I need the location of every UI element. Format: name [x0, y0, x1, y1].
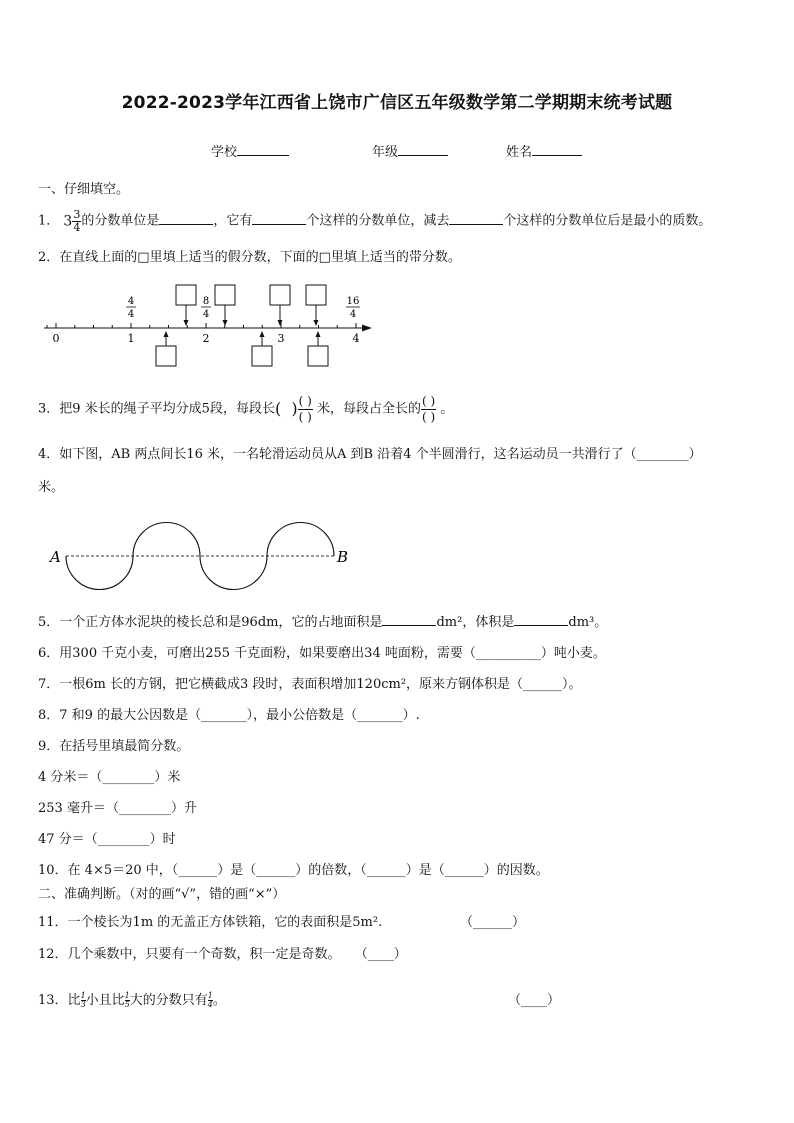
q4-text-line-1: 如下图，AB 两点间长16 米，一名轮滑运动员从A 到B 沿着4 个半圆滑行，这名运动员一共滑行了（________）: [59, 447, 702, 462]
top-fraction-1-numerator: 4: [127, 296, 135, 307]
q5-number: 5．: [38, 615, 60, 630]
tick-label-1: 1: [127, 332, 135, 345]
q11-answer[interactable]: （______）: [460, 915, 526, 930]
q1-numerator: 3: [73, 207, 81, 221]
q3-fraction-2-numerator: ( ): [421, 393, 436, 408]
top-answer-box-2[interactable]: [215, 285, 235, 305]
q12-number: 12．: [38, 947, 68, 962]
q7-number: 7．: [38, 677, 60, 692]
q10-text: 在 4×5＝20 中，（______）是（______）的倍数，（______）是（______）的因数。: [67, 863, 549, 878]
top-fraction-3-numerator: 16: [346, 296, 360, 307]
question-7: [38, 676, 582, 694]
name-blank[interactable]: [532, 143, 582, 156]
number-line-ticks: [47, 323, 356, 328]
top-fraction-3-denominator: 4: [349, 309, 357, 320]
q1-number: 1．: [38, 213, 60, 229]
number-line-diagram: [38, 280, 378, 370]
tick-label-3: 3: [277, 332, 285, 345]
top-answer-box-3[interactable]: [270, 285, 290, 305]
q3-number: 3．: [38, 401, 60, 417]
q3-text-1: 把9 米长的绳子平均分成5段，每段长: [59, 401, 275, 417]
q3-text-3: 。: [440, 401, 454, 417]
semicircle-2: [133, 523, 200, 557]
q1-text-1: 的分数单位是: [81, 213, 160, 229]
q13-answer[interactable]: （____）: [508, 993, 561, 1008]
q3-fraction-1-denominator: ( ): [298, 409, 312, 424]
q13-text-3: 大的分数只有: [129, 993, 208, 1008]
q13-fraction-2-denominator: 5: [124, 1000, 130, 1009]
q5-text-3: 。: [594, 615, 608, 630]
q3-whole-paren[interactable]: ( ): [274, 399, 298, 418]
question-11: [38, 914, 382, 932]
grade-label: 年级: [372, 145, 399, 160]
bottom-answer-box-3[interactable]: [308, 346, 328, 366]
section-one-heading: 一、仔细填空。: [38, 182, 130, 197]
q12-answer[interactable]: （____）: [354, 947, 407, 962]
section-two-heading: 二、准确判断。（对的画“√”，错的画“×”）: [38, 887, 286, 902]
q13-number: 13．: [38, 993, 68, 1008]
top-arrow-4-head: [314, 320, 319, 326]
q9-line-2: 253 毫升＝（________）升: [38, 801, 197, 816]
q13-text-4: 。: [212, 993, 226, 1008]
q9-line-3: 47 分＝（________）时: [38, 832, 176, 847]
point-a-label: A: [50, 548, 61, 566]
q4-number: 4．: [38, 447, 60, 462]
tick-label-0: 0: [52, 332, 60, 345]
q13-text-1: 比: [67, 993, 81, 1008]
q6-number: 6．: [38, 646, 60, 661]
q7-text: 一根6m 长的方钢，把它横截成3 段时，表面积增加120cm²，原来方钢体积是（______）。: [59, 677, 582, 692]
question-6: [38, 645, 606, 663]
q13-fraction-3-denominator: 4: [207, 1000, 213, 1009]
page-title: 2022-2023学年江西省上饶市广信区五年级数学第二学期期末统考试题: [121, 93, 673, 113]
q5-unit-1: dm²: [436, 615, 463, 630]
bottom-answer-box-1[interactable]: [156, 346, 176, 366]
q9-line-1: 4 分米＝（________）米: [38, 770, 181, 785]
q3-fraction-2-denominator: ( ): [421, 409, 436, 424]
q11-number: 11．: [38, 915, 68, 930]
bottom-arrow-2-head: [260, 331, 265, 337]
top-arrow-2-head: [223, 320, 228, 326]
q1-whole: 3: [63, 213, 73, 229]
q5-unit-2: dm³: [568, 615, 595, 630]
q1-text-2: ，它有: [213, 213, 253, 229]
name-label: 姓名: [506, 145, 533, 160]
top-answer-box-1[interactable]: [176, 285, 196, 305]
top-fraction-2-numerator: 8: [202, 296, 210, 307]
semicircle-path-diagram: [44, 518, 364, 598]
tick-label-4: 4: [352, 332, 360, 345]
q1-fraction: [72, 209, 81, 234]
q13-fraction-1-denominator: 3: [80, 1000, 86, 1009]
question-3: [38, 389, 453, 430]
q1-blank-1[interactable]: [159, 212, 213, 225]
q1-text-4: 个这样的分数单位后是最小的质数。: [503, 213, 712, 229]
q4-text-line-2: 米。: [38, 480, 65, 495]
q8-text: 7 和9 的最大公因数是（_______），最小公倍数是（_______）.: [59, 708, 420, 723]
q13-fraction-2-numerator: 1: [124, 991, 130, 1000]
q2-text: 在直线上面的□里填上适当的假分数，下面的□里填上适当的带分数。: [59, 250, 461, 265]
q3-fraction-1-numerator: ( ): [298, 393, 312, 408]
q5-text-2: ，体积是: [462, 615, 515, 630]
q10-number: 10．: [38, 863, 68, 878]
school-blank[interactable]: [237, 143, 289, 156]
name-field: [506, 141, 582, 160]
school-label: 学校: [211, 145, 238, 160]
bottom-answer-box-2[interactable]: [252, 346, 272, 366]
top-fraction-1-denominator: 4: [127, 309, 135, 320]
semicircle-3: [200, 556, 267, 590]
q3-fraction-1[interactable]: [298, 394, 313, 425]
question-5: [38, 613, 607, 632]
top-arrow-3-head: [278, 320, 283, 326]
bottom-arrow-1-head: [164, 331, 169, 337]
tick-label-2: 2: [202, 332, 210, 345]
q5-blank-2[interactable]: [514, 613, 568, 626]
question-2: [38, 249, 461, 267]
q1-blank-2[interactable]: [252, 212, 306, 225]
top-fraction-2-denominator: 4: [202, 309, 210, 320]
question-8: [38, 707, 420, 725]
q11-text: 一个棱长为1m 的无盖正方体铁箱，它的表面积是5m².: [67, 915, 383, 930]
bottom-arrow-3-head: [316, 331, 321, 337]
grade-blank[interactable]: [398, 143, 448, 156]
question-1: [38, 206, 711, 237]
question-10: [38, 862, 549, 880]
grade-field: [372, 141, 448, 160]
q1-denominator: 4: [73, 220, 81, 234]
point-b-label: B: [337, 548, 349, 566]
q5-blank-1[interactable]: [382, 613, 436, 626]
question-4: [38, 446, 702, 464]
q3-fraction-2[interactable]: [421, 394, 436, 425]
q3-text-2: 米，每段占全长的: [316, 401, 421, 417]
q1-text-3: 个这样的分数单位，减去: [306, 213, 450, 229]
q1-blank-3[interactable]: [449, 212, 503, 225]
q1-mixed-number: [63, 207, 81, 234]
school-field: [211, 141, 289, 160]
number-line-arrow: [362, 325, 372, 332]
question-13: [38, 989, 226, 1013]
semicircle-1: [66, 556, 133, 590]
q13-fraction-3-numerator: 1: [207, 991, 213, 1000]
q6-text: 用300 千克小麦，可磨出255 千克面粉，如果要磨出34 吨面粉，需要（__________）吨小麦。: [59, 646, 606, 661]
q9-number: 9．: [38, 739, 60, 754]
q8-number: 8．: [38, 708, 60, 723]
q13-fraction-1-numerator: 1: [80, 991, 86, 1000]
semicircle-4: [267, 523, 334, 557]
top-answer-box-4[interactable]: [306, 285, 326, 305]
q5-text-1: 一个正方体水泥块的棱长总和是96dm，它的占地面积是: [59, 615, 383, 630]
q13-text-2: 小且比: [85, 993, 125, 1008]
q12-text: 几个乘数中，只要有一个奇数，积一定是奇数。: [67, 947, 341, 962]
q9-text: 在括号里填最简分数。: [59, 739, 190, 754]
q2-number: 2．: [38, 250, 60, 265]
question-9: [38, 738, 189, 756]
question-12: [38, 946, 407, 964]
